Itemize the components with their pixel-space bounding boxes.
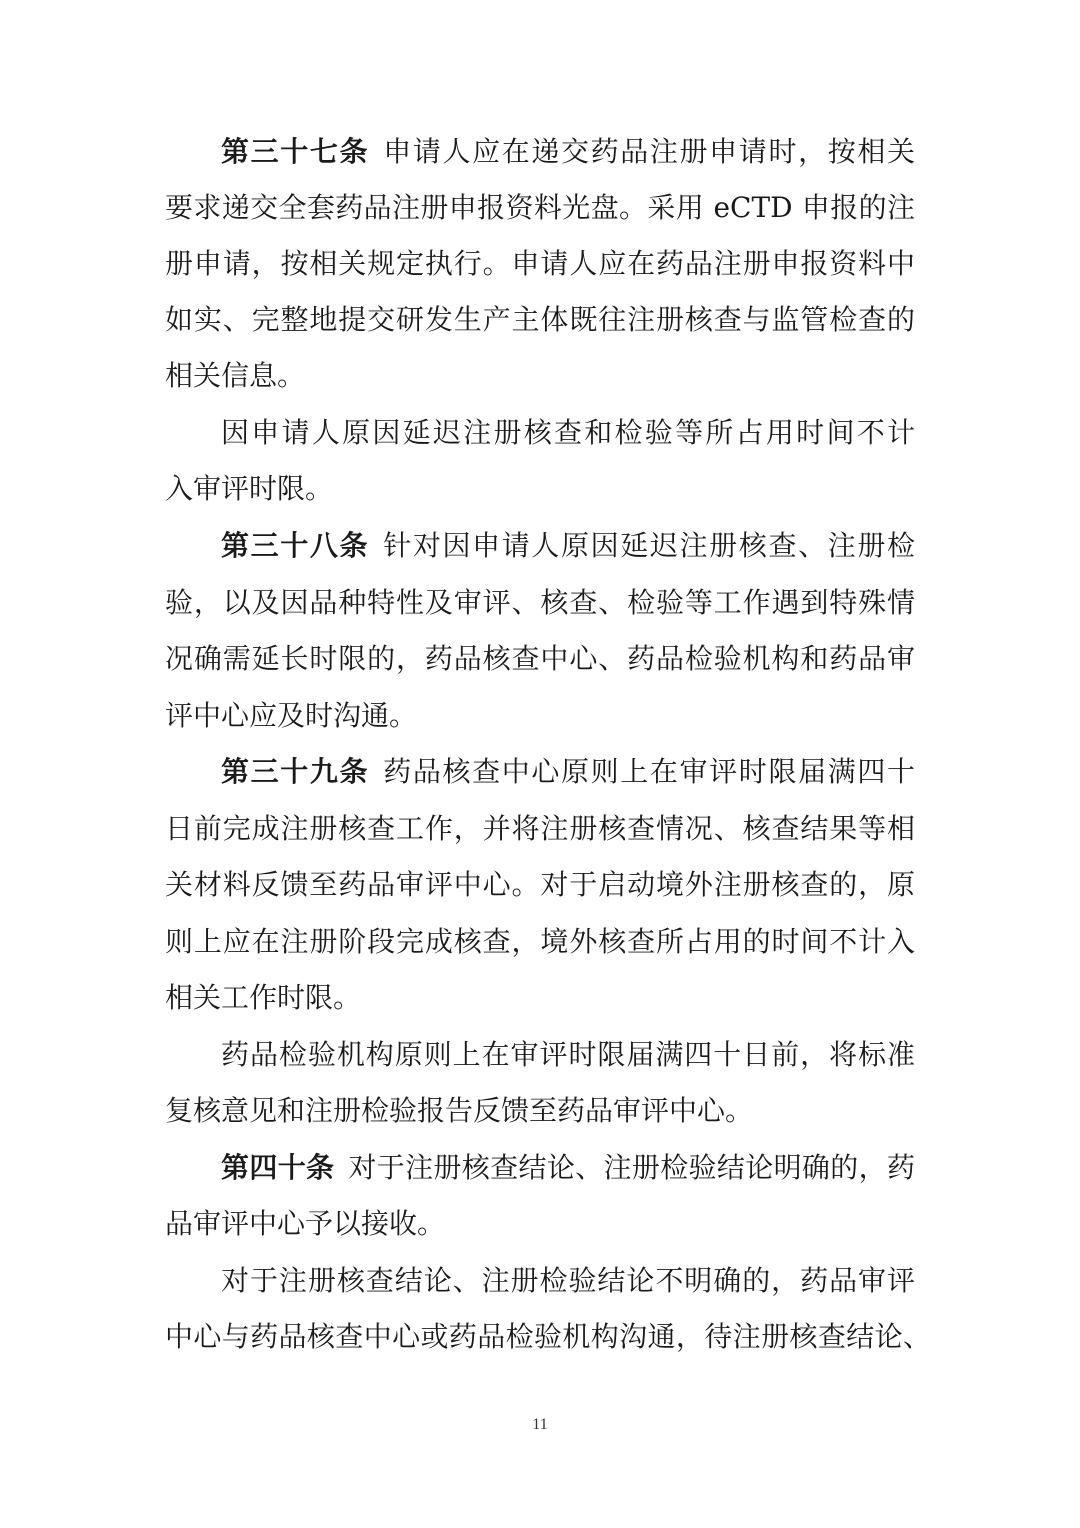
article-38-line-1 (221, 518, 915, 574)
article-39-line-5: 相关工作时限。 (165, 981, 362, 1014)
page-number: 11 (532, 1416, 548, 1433)
article-37-heading: 第三十七条 (221, 135, 370, 168)
article-38-heading: 第三十八条 (221, 529, 370, 562)
paragraph-39b-line-2: 复核意见和注册检验报告反馈至药品审评中心。 (165, 1094, 754, 1127)
article-38-text: 针对因申请人原因延迟注册核查、注册检 (383, 529, 915, 562)
article-37-line-5: 相关信息。 (165, 359, 306, 392)
article-39-line-4: 则上应在注册阶段完成核查，境外核查所占用的时间不计入 (165, 925, 915, 958)
paragraph-39b-line-1: 药品检验机构原则上在审评时限届满四十日前，将标准 (221, 1038, 915, 1071)
article-40-line-1 (221, 1140, 915, 1196)
paragraph-40b-line-1: 对于注册核查结论、注册检验结论不明确的，药品审评 (221, 1264, 915, 1297)
article-38-line-3: 况确需延长时限的，药品核查中心、药品检验机构和药品审 (165, 642, 915, 675)
paragraph-40b-line-2: 中心与药品核查中心或药品检验机构沟通，待注册核查结论、 (165, 1320, 931, 1353)
article-39-heading: 第三十九条 (221, 755, 370, 788)
article-37-line-4: 如实、完整地提交研发生产主体既往注册核查与监管检查的 (165, 303, 915, 336)
article-38-line-2: 验，以及因品种特性及审评、核查、检验等工作遇到特殊情 (165, 586, 915, 619)
article-40-text: 对于注册核查结论、注册检验结论明确的，药 (348, 1151, 915, 1184)
article-37-line-3: 册申请，按相关规定执行。申请人应在药品注册申报资料中 (165, 247, 915, 280)
article-39-line-1 (221, 744, 915, 800)
paragraph-37b-line-1: 因申请人原因延迟注册核查和检验等所占用时间不计 (221, 416, 915, 449)
article-40-heading: 第四十条 (221, 1151, 335, 1184)
article-37-text: 申请人应在递交药品注册申请时，按相关 (383, 135, 915, 168)
article-37-line-1 (221, 124, 915, 180)
article-40-line-2: 品审评中心予以接收。 (165, 1207, 446, 1240)
article-39-text: 药品核查中心原则上在审评时限届满四十 (383, 755, 915, 788)
article-39-line-2: 日前完成注册核查工作，并将注册核查情况、核查结果等相 (165, 812, 915, 845)
article-39-line-3: 关材料反馈至药品审评中心。对于启动境外注册核查的，原 (165, 868, 915, 901)
article-38-line-4: 评中心应及时沟通。 (165, 699, 418, 732)
paragraph-37b-line-2: 入审评时限。 (165, 472, 334, 505)
article-37-line-2: 要求递交全套药品注册申报资料光盘。采用 eCTD 申报的注 (165, 191, 915, 224)
